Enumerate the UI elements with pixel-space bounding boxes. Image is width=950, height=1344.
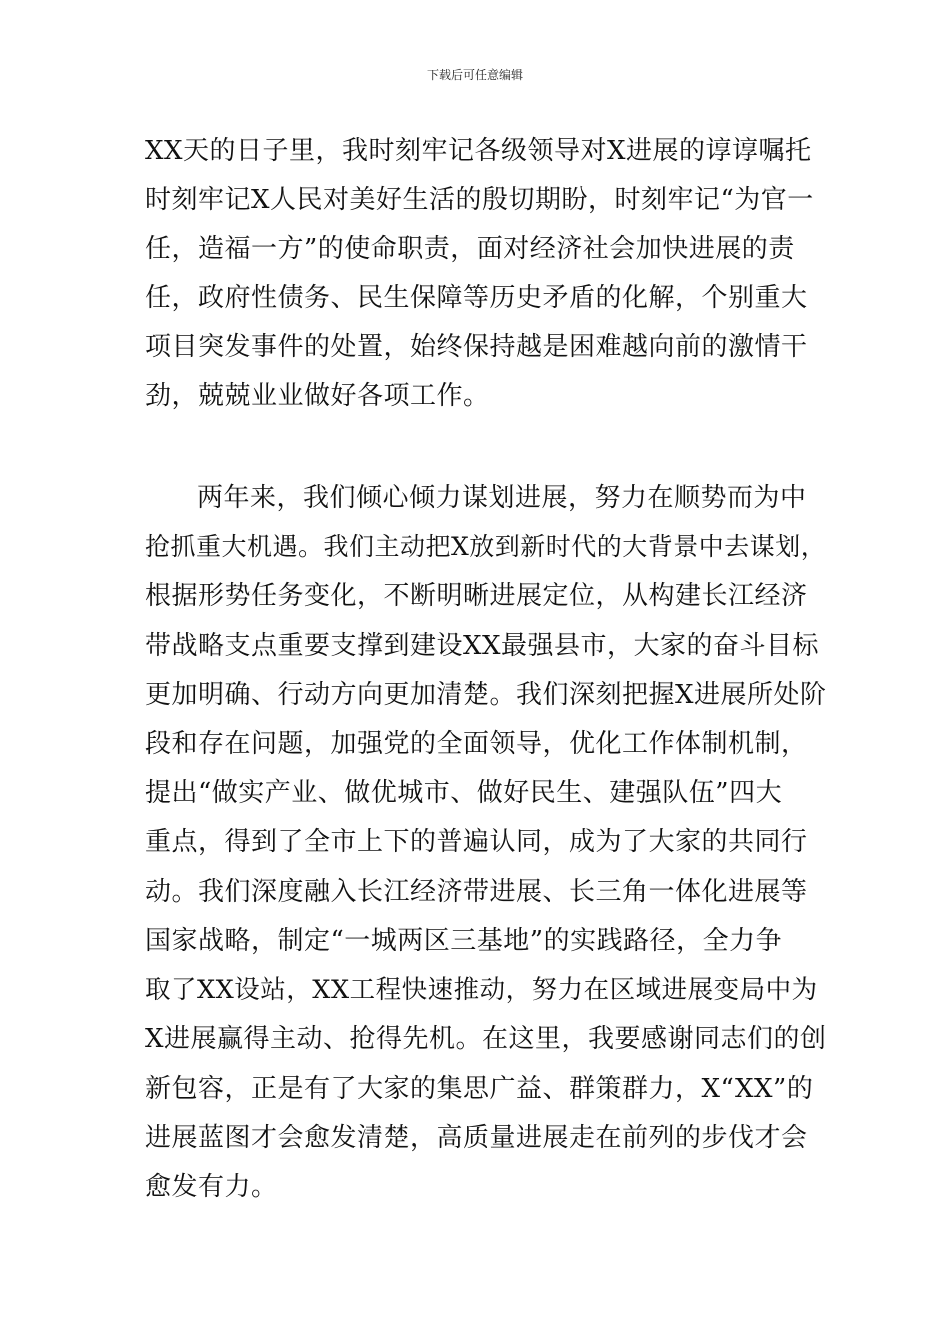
text-line: 项目突发事件的处置，始终保持越是困难越向前的激情干 [145,332,808,362]
text-line: 抢抓重大机遇。我们主动把X放到新时代的大背景中去谋划， [145,532,827,561]
text-line: 任，政府性债务、民生保障等历史矛盾的化解，个别重大 [145,283,808,313]
text-line: 进展蓝图才会愈发清楚，高质量进展走在前列的步伐才会 [145,1123,808,1153]
text-line: 新包容，正是有了大家的集思广益、群策群力，X“XX”的 [145,1074,814,1104]
text-line: 段和存在问题，加强党的全面领导，优化工作体制机制， [145,729,808,759]
text-line: 提出“做实产业、做优城市、做好民生、建强队伍”四大 [145,778,783,808]
text-line: XX天的日子里，我时刻牢记各级领导对X进展的谆谆嘱托 [145,136,812,166]
text-line: 国家战略，制定“一城两区三基地”的实践路径，全力争 [145,926,783,956]
text-line: 劲，兢兢业业做好各项工作。 [145,381,490,411]
page-header: 下载后可任意编辑 [426,68,523,82]
text-line: 根据形势任务变化，不断明晰进展定位，从构建长江经济 [145,581,808,611]
text-line: 取了XX设站，XX工程快速推动，努力在区域进展变局中为 [145,975,818,1005]
text-line: X进展赢得主动、抢得先机。在这里，我要感谢同志们的创 [145,1024,827,1054]
text-line: 时刻牢记X人民对美好生活的殷切期盼，时刻牢记“为官一 [145,185,814,215]
text-line: 更加明确、行动方向更加清楚。我们深刻把握X进展所处阶 [145,680,827,710]
text-line: 两年来，我们倾心倾力谋划进展，努力在顺势而为中 [197,483,807,513]
text-line: 愈发有力。 [145,1172,278,1202]
text-line: 动。我们深度融入长江经济带进展、长三角一体化进展等 [145,877,808,907]
text-line: 重点，得到了全市上下的普遍认同，成为了大家的共同行 [145,827,808,857]
text-line: 带战略支点重要支撑到建设XX最强县市，大家的奋斗目标 [145,631,820,661]
text-line: 任，造福一方”的使命职责，面对经济社会加快进展的责 [145,234,795,264]
